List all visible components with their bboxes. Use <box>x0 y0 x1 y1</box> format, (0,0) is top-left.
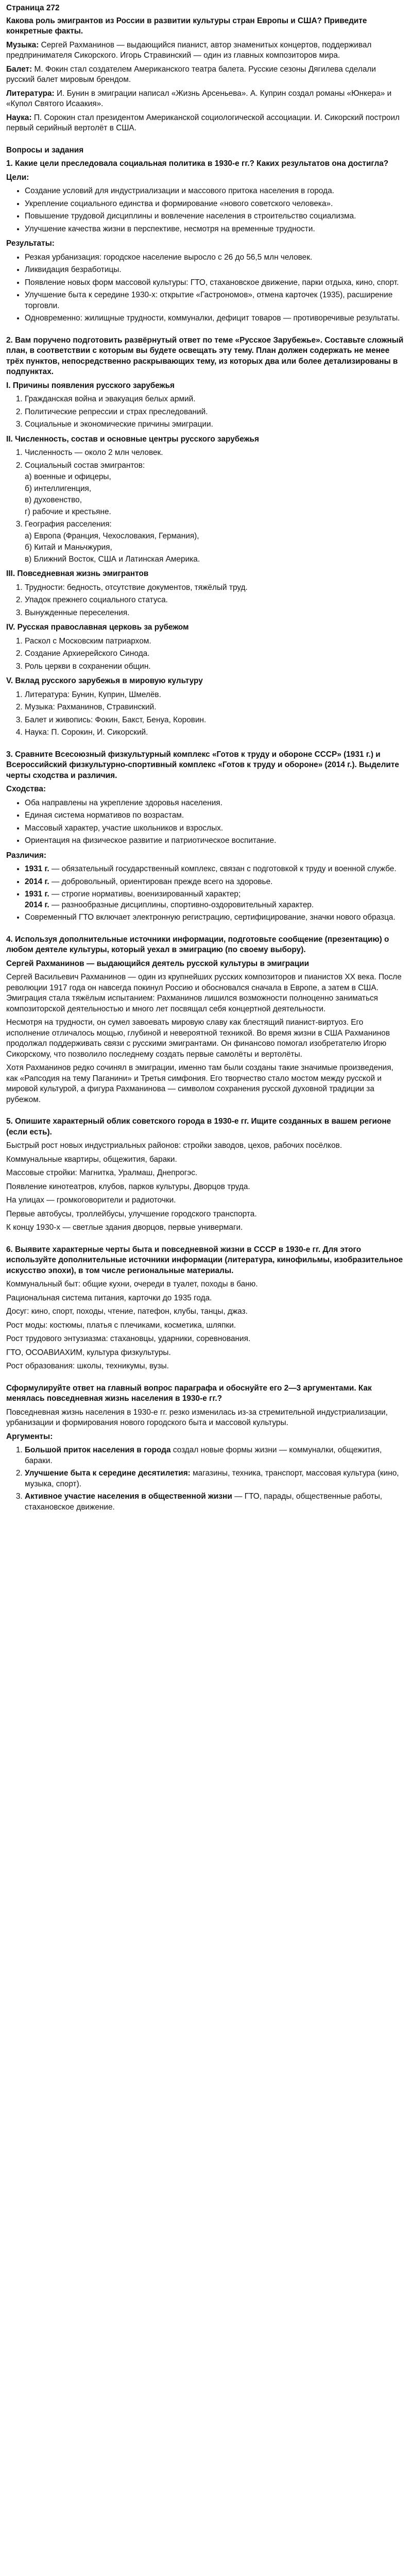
q1-goals-list <box>6 186 406 234</box>
paragraph: ГТО, ОСОАВИАХИМ, культура физкультуры. <box>6 1348 171 1357</box>
q3-section <box>6 750 406 923</box>
q2-title: 2. Вам поручено подготовить развёрнутый ответ по теме «Русское Зарубежье». Составьте сложный план, в соответствии с которым вы будете освещать эту тему. План должен содержать не менее трёх пунктов, непосредственно раскрывающих тему, из которых два или более детализированы в подпунктах. <box>6 335 404 376</box>
top-item-label: Литература: <box>6 89 55 98</box>
tasks-section <box>6 145 406 324</box>
q2-section <box>6 335 406 738</box>
top-question: Какова роль эмигрантов из России в развитии культуры стран Европы и США? Приведите конкретные факты. <box>6 16 367 36</box>
q7-section <box>6 1383 406 1513</box>
list-item: 3. Социальные и экономические причины эмиграции. <box>25 419 406 430</box>
list-item: • Массовый характер, участие школьников и взрослых. <box>25 823 406 834</box>
diff-text: — разнообразные дисциплины, спортивно-оздоровительный характер. <box>49 900 314 909</box>
q7-args-list <box>6 1445 406 1513</box>
paragraph: Рост образования: школы, техникумы, вузы. <box>6 1362 169 1370</box>
list-item: • Современный ГТО включает электронную регистрацию, сертифицирование, значки нового образца. <box>25 912 406 923</box>
arg-text: создал новые формы жизни — коммуналки, общежития, бараки. <box>25 1446 382 1465</box>
year-label: 2014 г. <box>25 877 49 886</box>
plan-heading: IV. Русская православная церковь за рубежом <box>6 623 189 632</box>
list-item-text: Численность — около 2 млн человек. <box>25 448 163 457</box>
q3-similar-label: Сходства: <box>6 785 46 793</box>
plan-list <box>6 394 406 430</box>
sub-item: в) духовенство, <box>25 496 82 504</box>
arg-bold: Улучшение быта к середине десятилетия: <box>25 1469 191 1478</box>
list-item: • Создание условий для индустриализации и массового притока населения в города. <box>25 186 406 197</box>
q4-title: 4. Используя дополнительные источники информации, подготовьте сообщение (презентацию) о любом деятеле культуры, который уехал в эмиграцию (по своему выбору). <box>6 935 389 954</box>
sub-item: г) рабочие и крестьяне. <box>25 507 111 516</box>
plan-heading: III. Повседневная жизнь эмигрантов <box>6 569 149 578</box>
list-item: • Ликвидация безработицы. <box>25 265 406 276</box>
sub-item: а) Европа (Франция, Чехословакия, Германия), <box>25 531 199 540</box>
list-item: 1. Литература: Бунин, Куприн, Шмелёв. <box>25 690 406 701</box>
list-item <box>25 519 406 565</box>
q3-diff-label: Различия: <box>6 851 46 860</box>
paragraph: Появление кинотеатров, клубов, парков культуры, Дворцов труда. <box>6 1182 250 1191</box>
list-item: 2. Политические репрессии и страх преследований. <box>25 407 406 418</box>
list-item: 2. Упадок прежнего социального статуса. <box>25 595 406 606</box>
year-label: 1931 г. <box>25 890 49 899</box>
top-item-text: М. Фокин стал создателем Американского театра балета. Русские сезоны Дягилева сделали русский балет мировым брендом. <box>6 64 376 84</box>
q7-title: Сформулируйте ответ на главный вопрос параграфа и обоснуйте его 2—3 аргументами. Как менялась повседневная жизнь населения в 1930-е гг.? <box>6 1383 372 1403</box>
paragraph: Досуг: кино, спорт, походы, чтение, патефон, клубы, танцы, джаз. <box>6 1307 248 1316</box>
plan-list <box>6 690 406 738</box>
plan-list <box>6 448 406 565</box>
arg-text: магазины, техника, транспорт, массовая культура (кино, музыка, спорт). <box>25 1469 399 1488</box>
q1-results-label: Результаты: <box>6 239 55 248</box>
list-item <box>25 877 406 888</box>
page-title: Страница 272 <box>6 4 60 12</box>
arg-bold: Активное участие населения в общественной жизни <box>25 1492 232 1501</box>
list-item: • Одновременно: жилищные трудности, коммуналки, дефицит товаров — противоречивые результаты. <box>25 313 406 324</box>
list-item-text: Социальный состав эмигрантов: <box>25 461 145 470</box>
list-item <box>25 1492 406 1513</box>
list-item: 3. Балет и живопись: Фокин, Бакст, Бенуа, Коровин. <box>25 715 406 726</box>
plan-list <box>6 636 406 672</box>
top-item <box>6 64 406 86</box>
plan-heading: V. Вклад русского зарубежья в мировую культуру <box>6 676 203 685</box>
top-item-label: Наука: <box>6 113 32 122</box>
list-item: • Повышение трудовой дисциплины и вовлечение населения в строительство социализма. <box>25 211 406 222</box>
sub-item: в) Ближний Восток, США и Латинская Америка. <box>25 554 200 564</box>
list-item: • Резкая урбанизация: городское население выросло с 26 до 56,5 млн человек. <box>25 252 406 263</box>
paragraph: Коммунальные квартиры, общежития, бараки. <box>6 1155 177 1164</box>
paragraph: На улицах — громкоговорители и радиоточки. <box>6 1196 176 1205</box>
list-item: • Единая система нормативов по возрастам. <box>25 810 406 821</box>
list-item: 1. Гражданская война и эвакуация белых армий. <box>25 394 406 405</box>
diff-text: — обязательный государственный комплекс, связан с подготовкой к труду и военной службе. <box>49 865 397 873</box>
top-item <box>6 40 406 61</box>
list-item <box>25 448 406 459</box>
list-item: 1. Трудности: бедность, отсутствие документов, тяжёлый труд. <box>25 583 406 594</box>
sub-item: а) военные и офицеры, <box>25 472 111 481</box>
diff-text: — строгие нормативы, военизированный характер; <box>49 890 241 899</box>
paragraph: Несмотря на трудности, он сумел завоевать мировую славу как блестящий пианист-виртуоз. Его исполнение отличалось мощью, глубиной и невероятной техникой. Во время жизни в США Рахманинов продолжал поддерживать связи с русскими эмигрантами. Он финансово помогал изобретателю Игорю Сикорскому, что позволило последнему создать первые самолёты и вертолёты. <box>6 1018 390 1059</box>
q3-diff-list <box>6 864 406 923</box>
list-item: • Улучшение быта к середине 1930-х: открытие «Гастрономов», отмена карточек (1935), расширение торговли. <box>25 290 406 311</box>
sub-item: б) интеллигенция, <box>25 484 92 493</box>
top-item <box>6 89 406 110</box>
plan-heading: I. Причины появления русского зарубежья <box>6 381 175 390</box>
list-item <box>25 1468 406 1489</box>
list-item-text: География расселения: <box>25 520 112 529</box>
list-item: 2. Создание Архиерейского Синода. <box>25 649 406 659</box>
top-item-label: Балет: <box>6 64 32 74</box>
paragraph: Рост моды: костюмы, платья с плечиками, косметика, шляпки. <box>6 1320 236 1330</box>
q4-subtitle: Сергей Рахманинов — выдающийся деятель русской культуры в эмиграции <box>6 959 310 968</box>
sub-list <box>25 472 406 517</box>
q7-args-label: Аргументы: <box>6 1432 53 1441</box>
sub-item: б) Китай и Маньчжурия, <box>25 543 112 552</box>
paragraph: Рациональная система питания, карточки до 1935 года. <box>6 1293 212 1302</box>
top-item-label: Музыка: <box>6 40 39 49</box>
q3-title: 3. Сравните Всесоюзный физкультурный комплекс «Готов к труду и обороне СССР» (1931 г.) и Всероссийский физкультурно-спортивный комплекс «Готов к труду и обороне» (2014 г.). Выделите черты сходства и различия. <box>6 750 399 780</box>
top-items <box>6 40 406 134</box>
q3-similar-list <box>6 798 406 846</box>
q5-title: 5. Опишите характерный облик советского города в 1930-е гг. Ищите созданных в вашем регионе (если есть). <box>6 1117 391 1137</box>
list-item: • Оба направлены на укрепление здоровья населения. <box>25 798 406 809</box>
q1-results-list <box>6 252 406 324</box>
top-item-text: И. Бунин в эмиграции написал «Жизнь Арсеньева». А. Куприн создал романы «Юнкера» и «Купол Святого Исаакия». <box>6 89 392 108</box>
q4-section <box>6 935 406 1106</box>
q6-title: 6. Выявите характерные черты быта и повседневной жизни в СССР в 1930-е гг. Для этого используйте дополнительные источники информации (литература, кинофильмы, изобразительное искусство эпохи), в том числе региональные материалы. <box>6 1245 403 1275</box>
arg-text: — ГТО, парады, общественные работы, стахановское движение. <box>25 1492 383 1512</box>
list-item: 1. Раскол с Московским патриархом. <box>25 636 406 647</box>
list-item: • Улучшение качества жизни в перспективе, несмотря на временные трудности. <box>25 224 406 235</box>
year-label: 2014 г. <box>25 900 49 909</box>
list-item <box>25 864 406 875</box>
year-label: 1931 г. <box>25 865 49 873</box>
list-item: 2. Музыка: Рахманинов, Стравинский. <box>25 702 406 713</box>
list-item: 3. Вынужденные переселения. <box>25 608 406 619</box>
list-item <box>25 461 406 518</box>
paragraph: Хотя Рахманинов редко сочинял в эмиграции, именно там были созданы такие значимые произведения, как «Рапсодия на тему Паганини» и Третья симфония. Его творчество стало мостом между русской и мировой культурой, а фигура Рахманинова — символом сохранения русской духовной традиции за рубежом. <box>6 1063 393 1104</box>
plan-list <box>6 583 406 619</box>
paragraph: Массовые стройки: Магнитка, Уралмаш, Днепрогэс. <box>6 1168 198 1177</box>
list-item: 4. Наука: П. Сорокин, И. Сикорский. <box>25 727 406 738</box>
paragraph: Сергей Васильевич Рахманинов — один из крупнейших русских композиторов и пианистов XX века. После революции 1917 года он навсегда покинул Россию и обосновался сначала в Европе, а затем в США. Эмиграция стала тяжёлым испытанием: Рахманинов лишился возможности полноценно заниматься композиторской деятельностью и много лет посвящал себя концертной деятельности. <box>6 973 402 1013</box>
q1-title: 1. Какие цели преследовала социальная политика в 1930-е гг.? Каких результатов она достигла? <box>6 159 389 168</box>
paragraph: Коммунальный быт: общие кухни, очереди в туалет, походы в баню. <box>6 1280 258 1289</box>
diff-text: — добровольный, ориентирован прежде всего на здоровье. <box>49 877 273 886</box>
list-item: • Появление новых форм массовой культуры: ГТО, стахановское движение, парки отдыха, кино, спорт. <box>25 278 406 289</box>
sub-list <box>25 531 406 565</box>
top-item <box>6 113 406 134</box>
arg-bold: Большой приток населения в города <box>25 1446 171 1454</box>
paragraph: Первые автобусы, троллейбусы, улучшение городского транспорта. <box>6 1209 257 1218</box>
plan-heading: II. Численность, состав и основные центры русского зарубежья <box>6 434 259 444</box>
top-item-text: Сергей Рахманинов — выдающийся пианист, автор знаменитых концертов, поддерживал предпринимателя Сикорского. Игорь Стравинский — один из главных композиторов мира. <box>6 40 372 60</box>
q7-answer: Повседневная жизнь населения в 1930-е гг. резко изменилась из-за стремительной индустриализации, урбанизации и формирования нового городского быта и массовой культуры. <box>6 1408 388 1427</box>
q5-section <box>6 1116 406 1233</box>
list-item: • Ориентация на физическое развитие и патриотическое воспитание. <box>25 836 406 846</box>
paragraph: Быстрый рост новых индустриальных районов: стройки заводов, цехов, рабочих посёлков. <box>6 1141 342 1150</box>
list-item <box>25 1445 406 1466</box>
list-item: • Укрепление социального единства и формирование «нового советского человека». <box>25 199 406 210</box>
top-item-text: П. Сорокин стал президентом Американской социологической ассоциации. И. Сикорский построил первый серийный вертолёт в США. <box>6 113 400 132</box>
q6-section <box>6 1245 406 1372</box>
q1-goals-label: Цели: <box>6 173 29 182</box>
tasks-heading: Вопросы и задания <box>6 145 84 155</box>
list-item: 3. Роль церкви в сохранении общин. <box>25 662 406 672</box>
paragraph: Рост трудового энтузиазма: стахановцы, ударники, соревнования. <box>6 1334 251 1343</box>
list-item <box>25 889 406 910</box>
paragraph: К концу 1930-х — светлые здания дворцов, первые универмаги. <box>6 1223 243 1232</box>
